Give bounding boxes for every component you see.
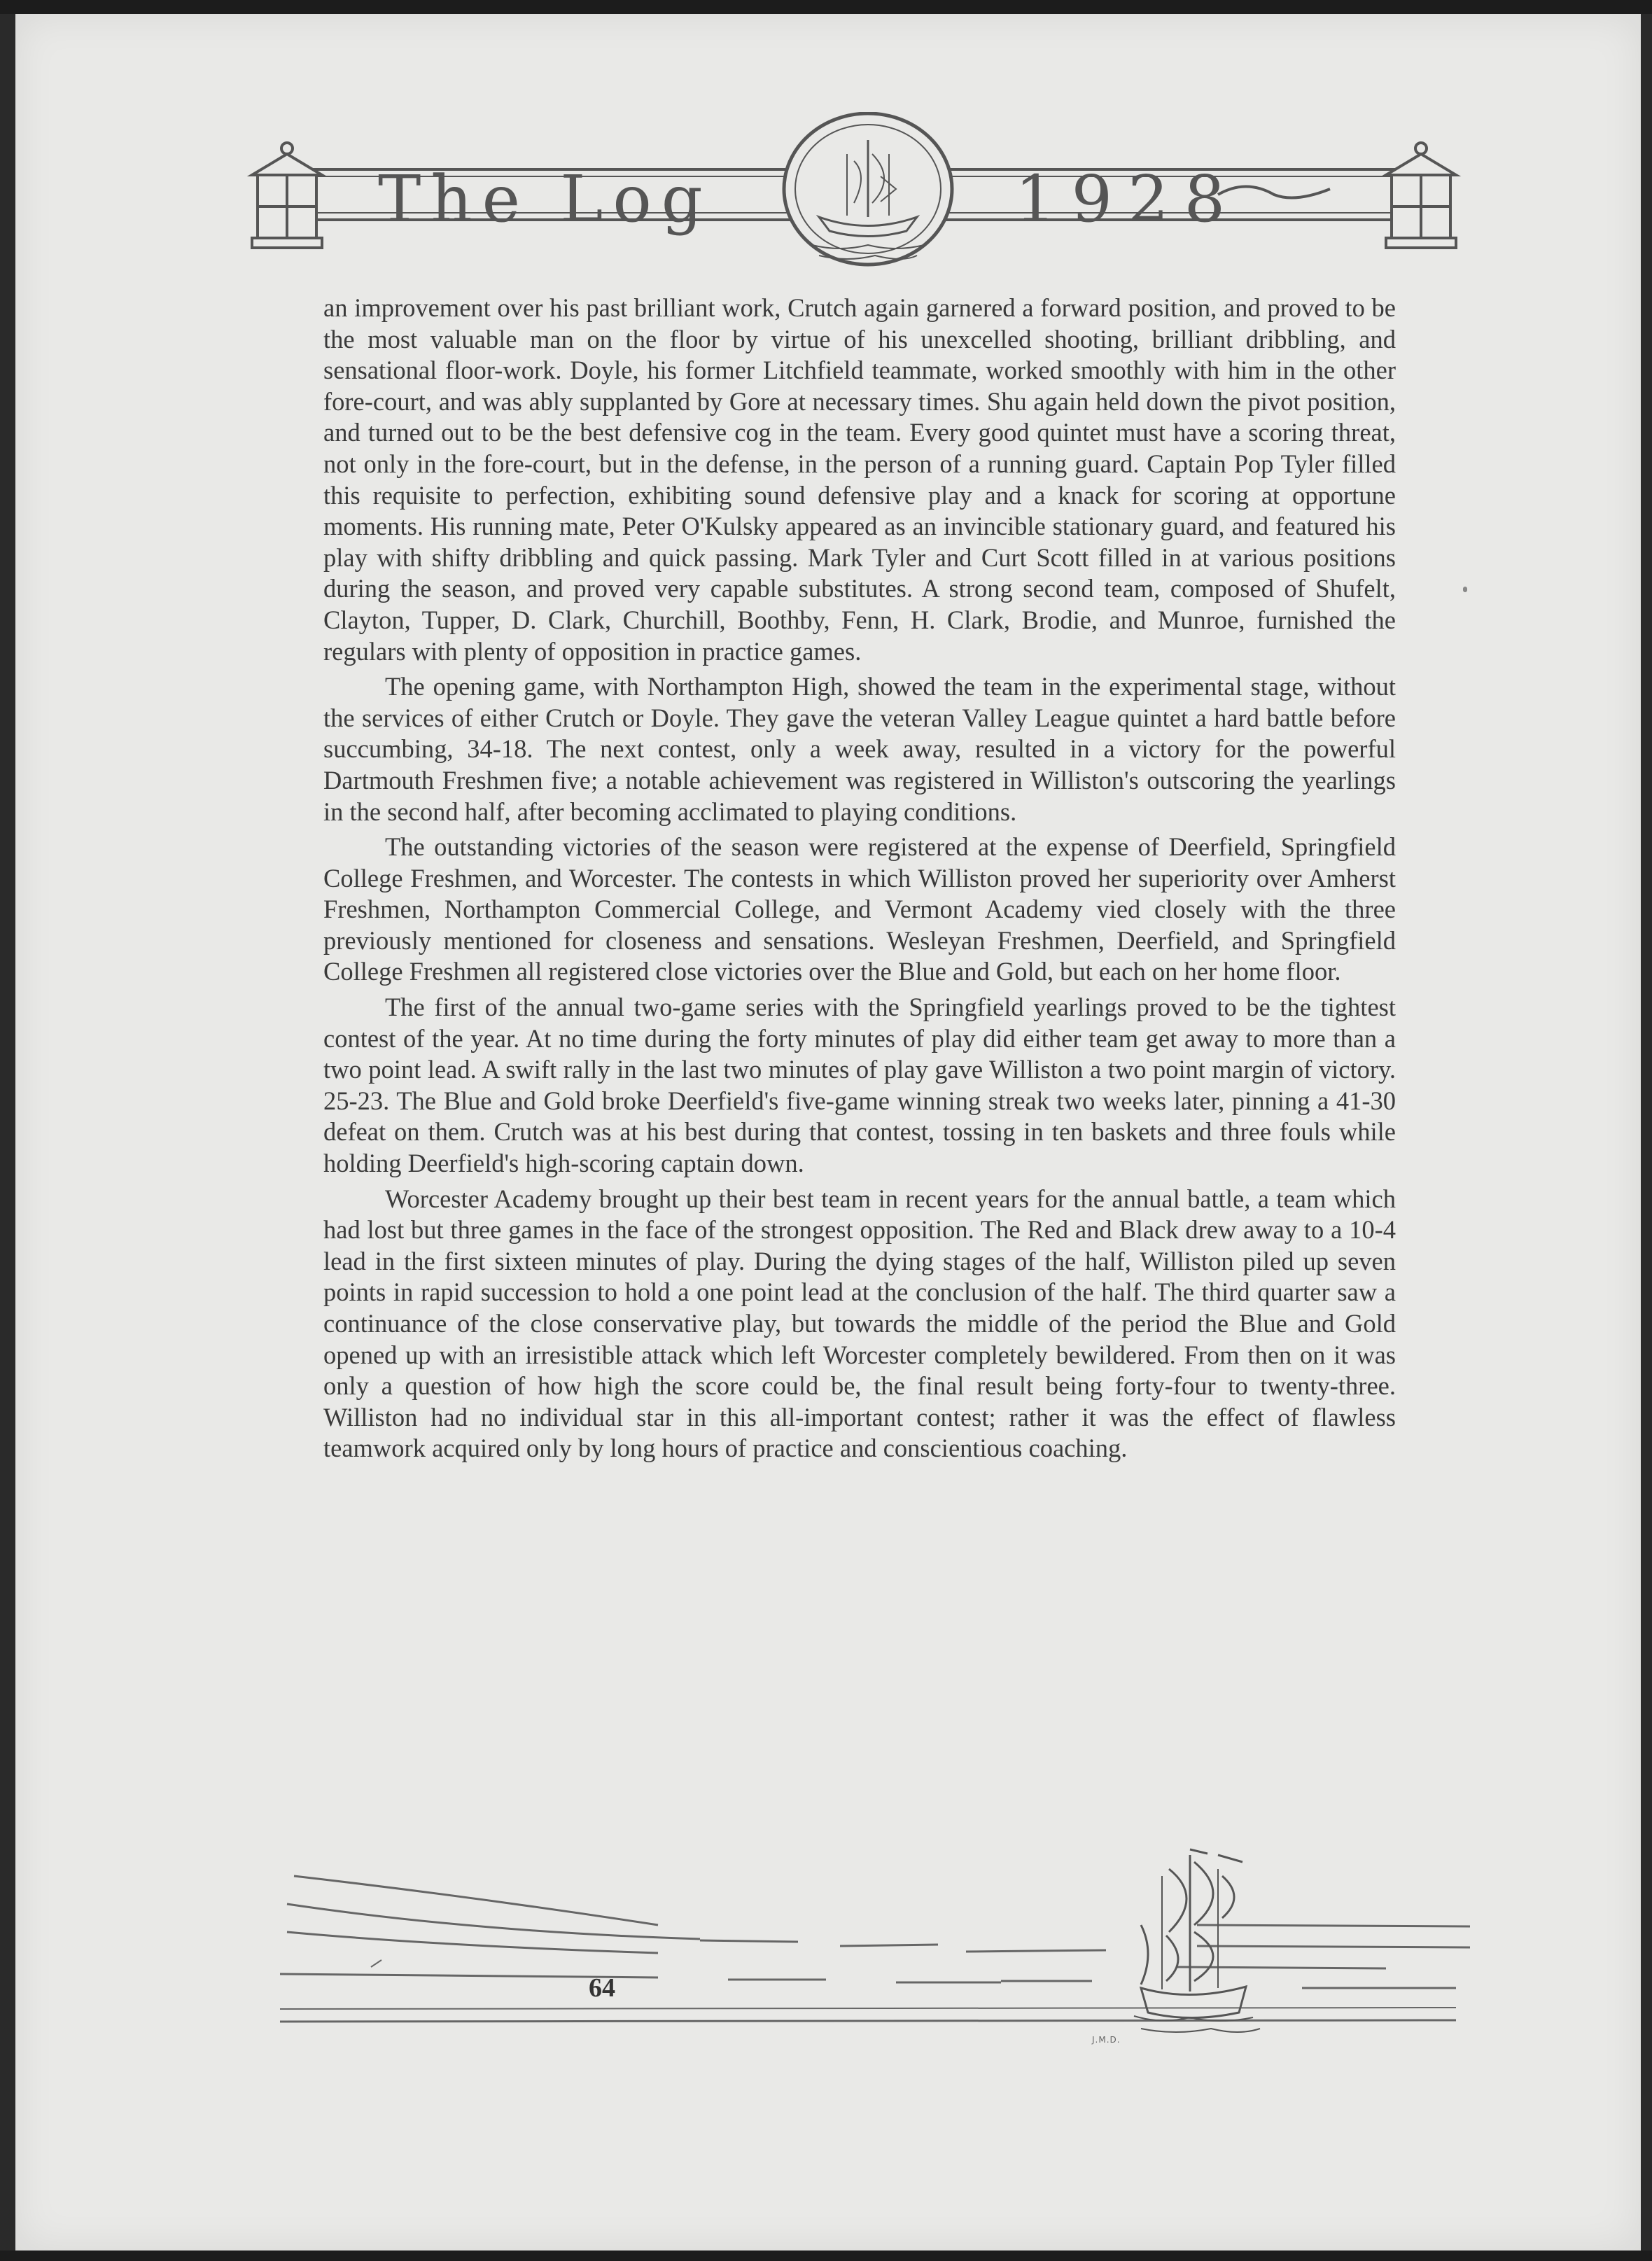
- article-body: [323, 293, 1396, 1464]
- paragraph: The first of the annual two-game series with the Springfield yearlings proved to be the tightest contest of the year. At no time during the forty minutes of play did either team get away to more than a two point lead. A swift rally in the last two minutes of play gave Williston a two point margin of victory. 25-23. The Blue and Gold broke Deerfield's five-game winning streak two weeks later, pinning a 41-30 defeat on them. Crutch was at his best during that contest, tossing in ten baskets and three fouls while holding Deerfield's high-scoring captain down.: [323, 993, 1396, 1178]
- paragraph: Worcester Academy brought up their best team in recent years for the annual battle, a team which had lost but three games in the face of the strongest opposition. The Red and Black drew away to a 10-4 lead in the first sixteen minutes of play. During the dying stages of the half, Williston piled up seven points in rapid succession to hold a one point lead at the conclusion of the half. The third quarter saw a continuance of the close conservative play, but towards the middle of the period the Blue and Gold opened up with an irresistible attack which left Worcester completely bewildered. From then on it was only a question of how high the score could be, the final result being forty-four to twenty-three. Williston had no individual star in this all-important contest; rather it was the effect of flawless teamwork acquired only by long hours of practice and conscientious coaching.: [323, 1184, 1396, 1463]
- page-number: 64: [589, 1973, 615, 2003]
- ship-medallion-icon: [784, 113, 952, 265]
- scan-border-top: [0, 0, 1652, 14]
- page-footer: [266, 1834, 1498, 2044]
- dust-speck: [1463, 587, 1467, 592]
- header-title-the-log: The Log: [378, 162, 713, 237]
- artist-signature: J.M.D.: [1092, 2035, 1121, 2045]
- paragraph: The outstanding victories of the season were registered at the expense of Deerfield, Springfield College Freshmen, and Worcester. The contests in which Williston proved her superiority over Amherst Freshmen, Northampton Commercial College, and Vermont Academy vied closely with the three previously mentioned for closeness and sensations. Wesleyan Freshmen, Deerfield, and Springfield College Freshmen all registered close victories over the Blue and Gold, but each on her home floor.: [323, 832, 1396, 986]
- scan-border-bottom: [0, 2250, 1652, 2261]
- lantern-left-icon: [252, 143, 322, 248]
- footer-seascape-ornament: [266, 1834, 1498, 2044]
- sailing-ship-icon: [1134, 1849, 1260, 2032]
- paragraph: an improvement over his past brilliant work, Crutch again garnered a forward position, and proved to be the most valuable man on the floor by virtue of his unexcelled shooting, brilliant dribbling, and sensational floor-work. Doyle, his former Litchfield teammate, worked smoothly with him in the other fore-court, and was ably supplanted by Gore at necessary times. Shu again held down the pivot position, and turned out to be the best defensive cog in the team. Every good quintet must have a scoring threat, not only in the fore-court, but in the defense, in the person of a running guard. Captain Pop Tyler filled this requisite to perfection, exhibiting sound defensive play and a knack for scoring at opportune moments. His running mate, Peter O'Kulsky appeared as an invincible stationary guard, and featured his play with shifty dribbling and quick passing. Mark Tyler and Curt Scott filled in at various positions during the season, and proved very capable substitutes. A strong second team, composed of Shufelt, Clayton, Tupper, D. Clark, Churchill, Boothby, Fenn, H. Clark, Brodie, and Munroe, furnished the regulars with plenty of opposition in practice games.: [323, 293, 1396, 666]
- header-year: 1928: [1015, 162, 1241, 237]
- page-header: [238, 112, 1470, 287]
- lantern-right-icon: [1386, 143, 1456, 248]
- paragraph: The opening game, with Northampton High, showed the team in the experimental stage, without the services of either Crutch or Doyle. They gave the veteran Valley League quintet a hard battle before succumbing, 34-18. The next contest, only a week away, resulted in a victory for the powerful Dartmouth Freshmen five; a notable achievement was registered in Williston's outscoring the yearlings in the second half, after becoming acclimated to playing conditions.: [323, 672, 1396, 826]
